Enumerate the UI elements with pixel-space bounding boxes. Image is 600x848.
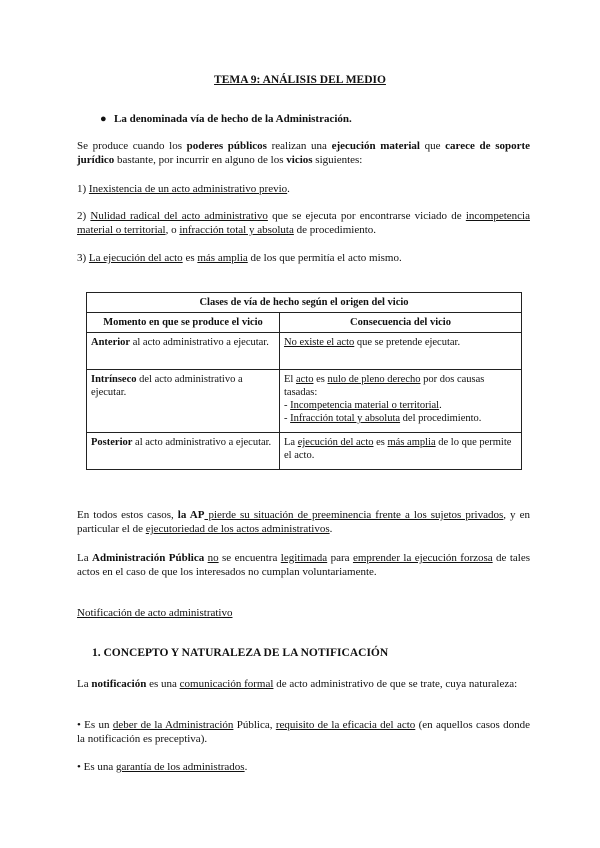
text: que bbox=[419, 140, 446, 152]
text: al acto administrativo a ejecutar. bbox=[130, 337, 269, 348]
bold-text: la AP bbox=[177, 509, 205, 521]
text: que se pretende ejecutar. bbox=[354, 337, 461, 348]
text: del procedimiento. bbox=[400, 413, 482, 424]
text: El bbox=[284, 374, 296, 385]
column-header-momento: Momento en que se produce el vicio bbox=[87, 313, 280, 333]
table-row bbox=[87, 333, 522, 370]
underlined-text: más amplia bbox=[387, 437, 436, 448]
underlined-text: La ejecución del acto bbox=[88, 252, 183, 264]
bold-text: notificación bbox=[91, 678, 147, 690]
column-header-consecuencia: Consecuencia del vicio bbox=[280, 313, 522, 333]
section-bullet-text: La denominada vía de hecho de la Administración. bbox=[114, 113, 352, 125]
underlined-text: Nulidad radical del acto administrativo bbox=[90, 210, 268, 222]
text: Pública, bbox=[233, 719, 276, 731]
underlined-text: comunicación formal bbox=[179, 678, 274, 690]
text: , o bbox=[165, 224, 180, 236]
underlined-text: ejecutoriedad de los actos administrativos bbox=[145, 523, 330, 535]
text: es bbox=[373, 437, 388, 448]
text: La bbox=[77, 678, 92, 690]
text: por dos causas tasadas: bbox=[284, 374, 485, 398]
bullet-icon: ● bbox=[100, 113, 107, 125]
bold-text: ejecución material bbox=[331, 140, 420, 152]
underlined-text: emprender la ejecución forzosa bbox=[352, 552, 493, 564]
table-row bbox=[87, 370, 522, 433]
list-item-2 bbox=[77, 209, 530, 237]
notification-paragraph bbox=[77, 677, 530, 691]
text: de acto administrativo de que se trate, cuya naturaleza: bbox=[273, 678, 518, 690]
intro-paragraph bbox=[77, 139, 530, 167]
bold-text: carece de soporte jurídico bbox=[77, 140, 531, 166]
table-cell bbox=[280, 333, 522, 370]
text: . bbox=[287, 183, 290, 195]
text: de los que permitía el acto mismo. bbox=[247, 252, 402, 264]
bold-text: Posterior bbox=[91, 437, 133, 448]
table-cell bbox=[280, 433, 522, 470]
text: bastante, por incurrir en alguno de los bbox=[114, 154, 287, 166]
table-cell bbox=[87, 370, 280, 433]
underlined-text: nulo de pleno derecho bbox=[327, 374, 421, 385]
bold-text: Anterior bbox=[91, 337, 131, 348]
text: En todos estos casos, bbox=[77, 509, 178, 521]
text: del acto administrativo a ejecutar. bbox=[91, 374, 243, 398]
bullet-item-2 bbox=[77, 760, 530, 774]
text: . bbox=[439, 400, 442, 411]
text: (en aquellos casos donde la notificación es preceptiva). bbox=[77, 719, 531, 745]
bold-text: poderes públicos bbox=[186, 140, 267, 152]
underlined-text: más amplia bbox=[197, 252, 248, 264]
table-caption: Clases de vía de hecho según el origen del vicio bbox=[87, 293, 522, 313]
bold-text: Intrínseco bbox=[91, 374, 137, 385]
text: de procedimiento. bbox=[293, 224, 377, 236]
text: Se produce cuando los bbox=[77, 140, 187, 152]
table-cell bbox=[87, 433, 280, 470]
underlined-text: legitimada bbox=[280, 552, 328, 564]
notification-link[interactable]: Notificación de acto administrativo bbox=[77, 607, 233, 619]
text: se encuentra bbox=[218, 552, 281, 564]
underlined-text: infracción total y absoluta bbox=[179, 224, 294, 236]
text: para bbox=[327, 552, 353, 564]
ap-paragraph bbox=[77, 508, 530, 536]
bold-text: Administración Pública bbox=[92, 552, 205, 564]
underlined-text: incompetencia material o territorial bbox=[77, 210, 530, 236]
table-caption-row bbox=[87, 293, 522, 313]
text: de lo que permite el acto. bbox=[284, 437, 512, 461]
list-item-3 bbox=[77, 251, 530, 265]
underlined-text: pierde su situación de preeminencia frente a los sujetos privados bbox=[204, 509, 504, 521]
text: La bbox=[77, 552, 93, 564]
section-heading: 1. CONCEPTO Y NATURALEZA DE LA NOTIFICACIÓN bbox=[92, 647, 389, 659]
text: de tales actos en el caso de que los interesados no cumplan voluntariamente. bbox=[77, 552, 531, 578]
underlined-text: deber de la Administración bbox=[112, 719, 234, 731]
underlined-text: no bbox=[207, 552, 219, 564]
text: realizan una bbox=[266, 140, 332, 152]
text: . bbox=[329, 523, 333, 535]
text: al acto administrativo a ejecutar. bbox=[132, 437, 272, 448]
bullet-item-1 bbox=[77, 718, 530, 746]
text: • Es un bbox=[77, 719, 113, 731]
text: La bbox=[284, 437, 298, 448]
via-de-hecho-table bbox=[86, 292, 522, 470]
list-number: 1) bbox=[77, 183, 89, 195]
list-number: 3) bbox=[77, 252, 89, 264]
underlined-text: acto bbox=[295, 374, 314, 385]
table-cell bbox=[280, 370, 522, 433]
underlined-text: garantía de los administrados bbox=[115, 761, 245, 773]
bold-text: vicios bbox=[286, 154, 313, 166]
text: • Es una bbox=[77, 761, 116, 773]
text: es bbox=[313, 374, 328, 385]
underlined-text: Inexistencia de un acto administrativo previo bbox=[88, 183, 288, 195]
list-item-1 bbox=[77, 182, 530, 196]
text: . bbox=[244, 761, 248, 773]
text: es una bbox=[146, 678, 180, 690]
text: que se ejecuta por encontrarse viciado de bbox=[267, 210, 466, 222]
table-row bbox=[87, 433, 522, 470]
underlined-text: requisito de la eficacia del acto bbox=[275, 719, 416, 731]
list-number: 2) bbox=[77, 210, 91, 222]
table-cell bbox=[87, 333, 280, 370]
text: es bbox=[182, 252, 198, 264]
text: siguientes: bbox=[312, 154, 363, 166]
underlined-text: No existe el acto bbox=[284, 337, 355, 348]
underlined-text: ejecución del acto bbox=[297, 437, 374, 448]
underlined-text: Infracción total y absoluta bbox=[290, 413, 401, 424]
text: , y en particular el de bbox=[77, 509, 530, 535]
admin-paragraph bbox=[77, 551, 530, 579]
section-bullet bbox=[100, 113, 352, 125]
page-title: TEMA 9: ANÁLISIS DEL MEDIO bbox=[214, 74, 386, 86]
underlined-text: Incompetencia material o territorial bbox=[290, 400, 440, 411]
text: - bbox=[284, 413, 291, 424]
table-header-row bbox=[87, 313, 522, 333]
text: - bbox=[284, 400, 291, 411]
